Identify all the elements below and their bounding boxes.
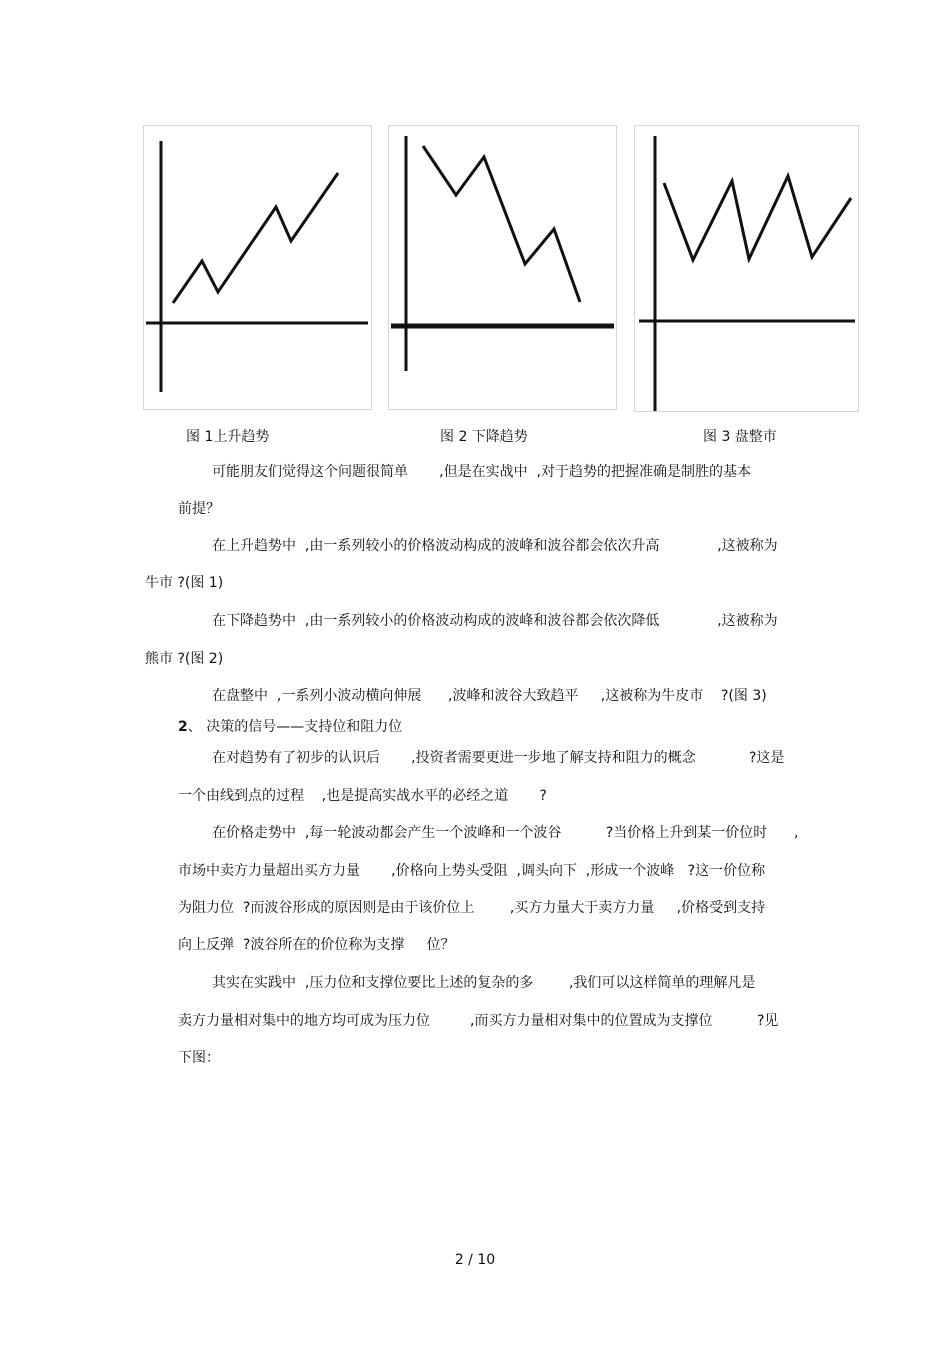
uptrend-line	[173, 173, 338, 303]
section-title: 、 决策的信号——支持位和阻力位	[187, 719, 403, 735]
page-number: 2 / 10	[454, 1252, 496, 1268]
downtrend-chart	[389, 126, 616, 409]
uptrend-chart	[144, 126, 371, 409]
paragraph-line: 其实在实践中 ,压力位和支撑位要比上述的复杂的多 ,我们可以这样简单的理解凡是	[212, 975, 756, 991]
paragraph-line: 为阻力位 ?而波谷形成的原因则是由于该价位上 ,买方力量大于卖方力量 ,价格受到支持	[178, 900, 766, 916]
paragraph-line: 可能朋友们觉得这个问题很简单 ,但是在实战中 ,对于趋势的把握准确是制胜的基本	[212, 464, 751, 480]
consolidation-line	[664, 176, 851, 260]
consolidation-chart	[635, 126, 858, 411]
figure-1-uptrend	[143, 125, 372, 410]
downtrend-line	[423, 146, 580, 302]
figure-2-downtrend	[388, 125, 617, 410]
paragraph-line: 市场中卖方力量超出买方力量 ,价格向上势头受阻 ,调头向下 ,形成一个波峰 ?这一价位称	[178, 863, 766, 879]
paragraph-line: 在价格走势中 ,每一轮波动都会产生一个波峰和一个波谷 ?当价格上升到某一价位时 ,	[212, 825, 799, 841]
paragraph-line: 一个由线到点的过程 ,也是提高实战水平的必经之道 ?	[178, 788, 547, 804]
paragraph-line: 在对趋势有了初步的认识后 ,投资者需要更进一步地了解支持和阻力的概念 ?这是	[212, 750, 785, 766]
section-number: 2	[178, 719, 188, 735]
paragraph-line: 卖方力量相对集中的地方均可成为压力位 ,而买方力量相对集中的位置成为支撑位 ?见	[178, 1013, 779, 1029]
paragraph-line: 在上升趋势中 ,由一系列较小的价格波动构成的波峰和波谷都会依次升高 ,这被称为	[212, 538, 778, 554]
section-heading	[178, 718, 402, 736]
figure-1-caption: 图 1上升趋势	[186, 429, 270, 445]
paragraph-line: 向上反弹 ?波谷所在的价位称为支撑 位？	[178, 937, 455, 953]
paragraph-line: 下图：	[178, 1050, 220, 1066]
paragraph-line: 熊市 ?(图 2)	[145, 651, 224, 667]
paragraph-line: 牛市 ?(图 1)	[145, 575, 224, 591]
paragraph-line: 在下降趋势中 ,由一系列较小的价格波动构成的波峰和波谷都会依次降低 ,这被称为	[212, 613, 778, 629]
paragraph-line: 前提？	[178, 501, 220, 517]
figure-2-caption: 图 2 下降趋势	[440, 429, 528, 445]
figure-3-consolidation	[634, 125, 859, 412]
paragraph-line: 在盘整中 ,一系列小波动横向伸展 ,波峰和波谷大致趋平 ,这被称为牛皮市 ?(图 3)	[212, 688, 767, 704]
figure-3-caption: 图 3 盘整市	[703, 429, 777, 445]
